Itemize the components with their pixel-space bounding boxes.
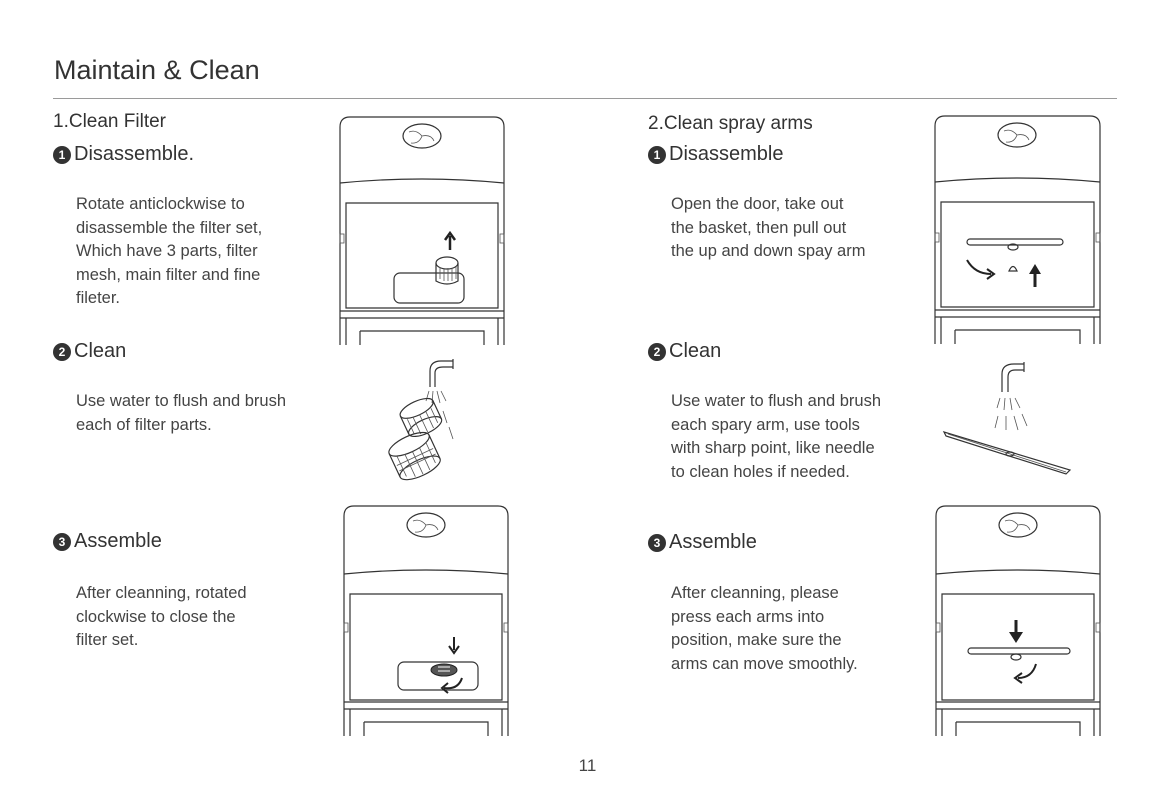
step-number-badge: 3 (648, 534, 666, 552)
right-step-3-text: After cleanning, please press each arms into position, make sure the arms can move smoothly. (671, 584, 858, 673)
spray-arm-assemble-illustration (932, 502, 1104, 736)
section-heading-clean-filter: 1.Clean Filter (53, 111, 166, 132)
spray-arm-clean-illustration (940, 358, 1072, 478)
step-label: Disassemble. (74, 143, 195, 165)
step-label: Disassemble (669, 143, 784, 165)
spray-arm-disassemble-illustration (931, 112, 1104, 344)
filter-assemble-illustration (340, 502, 512, 736)
right-step-2-heading (648, 340, 721, 363)
left-step-3-text: After cleanning, rotated clockwise to close the filter set. (76, 584, 247, 649)
page-title: Maintain & Clean (54, 55, 260, 85)
step-number-badge: 2 (648, 343, 666, 361)
left-step-1-text: Rotate anticlockwise to disassemble the filter set, Which have 3 parts, filter mesh, main filter and fine fileter. (76, 195, 263, 307)
right-step-1-text: Open the door, take out the basket, then pull out the up and down spay arm (671, 195, 866, 260)
step-label: Assemble (669, 531, 757, 553)
left-step-1-heading (53, 143, 194, 166)
left-step-2-text: Use water to flush and brush each of filter parts. (76, 392, 287, 434)
right-step-3-heading (648, 531, 757, 554)
filter-disassemble-illustration (336, 113, 508, 345)
step-label: Assemble (74, 530, 162, 552)
left-step-2-heading (53, 340, 126, 363)
right-step-2-text: Use water to flush and brush each spary arm, use tools with sharp point, like needle to clean holes if needed. (671, 392, 882, 481)
page-number: 11 (578, 756, 597, 775)
title-divider (53, 98, 1117, 99)
left-step-3-heading (53, 530, 162, 553)
right-step-1-heading (648, 143, 783, 166)
step-label: Clean (74, 340, 127, 362)
section-heading-clean-spray-arms: 2.Clean spray arms (648, 113, 813, 134)
step-number-badge: 1 (53, 146, 71, 164)
step-number-badge: 2 (53, 343, 71, 361)
filter-clean-illustration (383, 357, 465, 487)
step-number-badge: 3 (53, 533, 71, 551)
step-number-badge: 1 (648, 146, 666, 164)
step-label: Clean (669, 340, 722, 362)
